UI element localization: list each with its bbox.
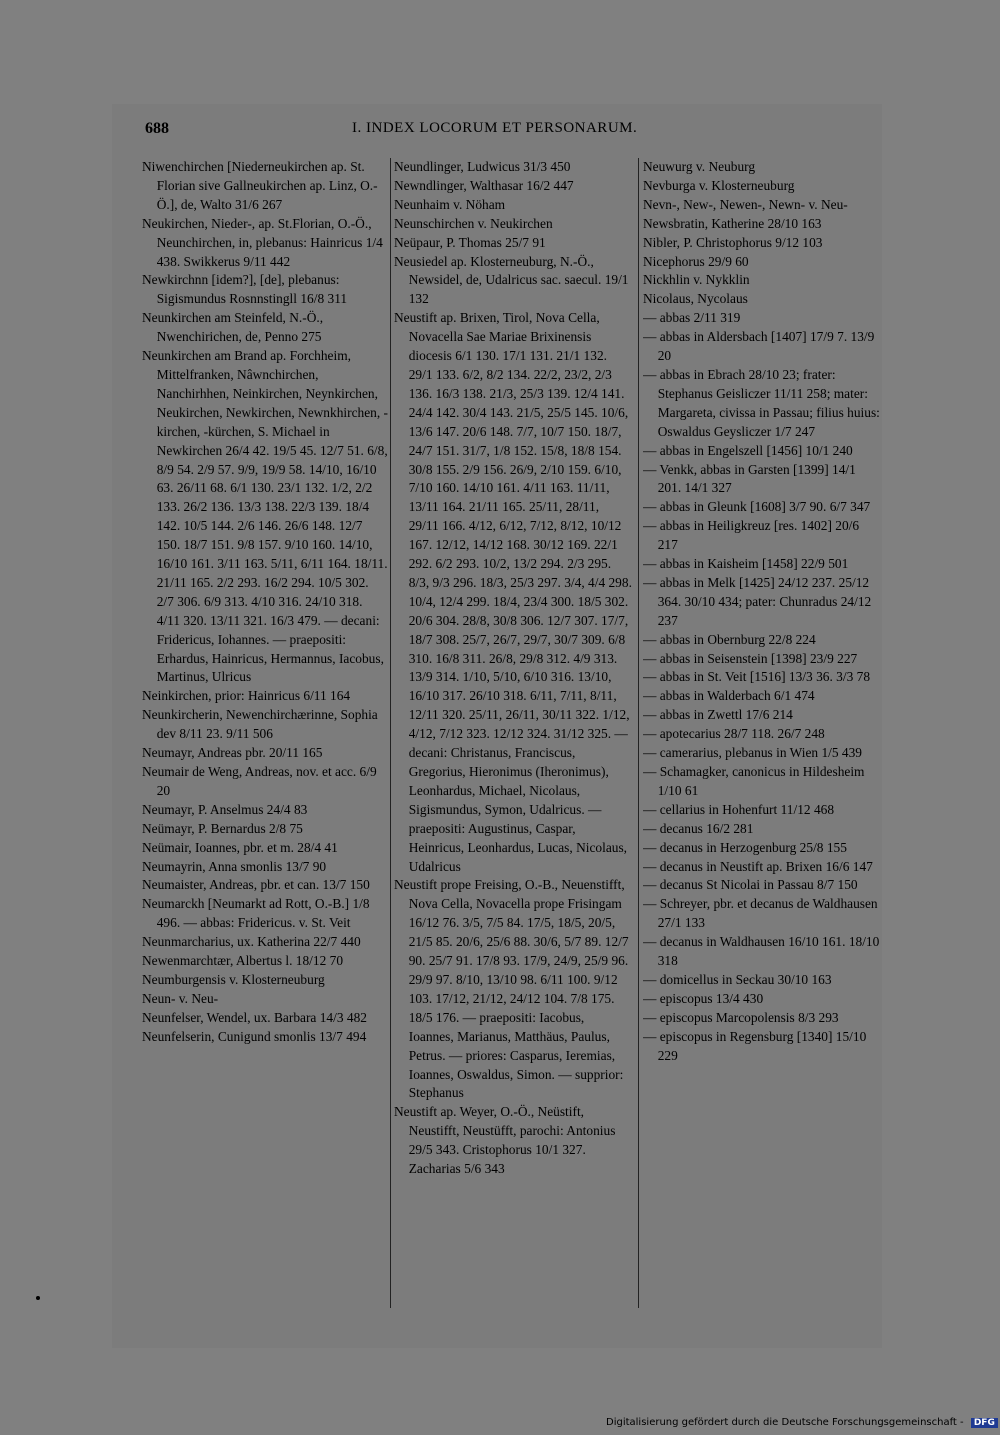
index-entry: Neustift prope Freising, O.-B., Neuenstifft, Nova Cella, Novacella prope Frisingam 16/12 76. 3/5, 7/5 84. 17/5, 18/5, 20/5, 21/5 85. 20/6, 25/6 88. 30/6, 5/7 89. 12/7 90. 25/7 91. 17/8 93. 17/9, 24/9, 25/9 96. 29/9 97. 8/10, 13/10 98. 6/11 100. 9/12 103. 17/12, 21/12, 24/12 104. 7/8 175. 18/5 176. — praepositi: Iacobus, Ioannes, Marianus, Matthäus, Paulus, Petrus. — priores: Casparus, Ieremias, Ioannes, Oswaldus, Simon. — supprior: Stephanus <box>394 877 629 1101</box>
index-entry: — Venkk, abbas in Garsten [1399] 14/1 201. 14/1 327 <box>643 461 856 496</box>
index-entry: — abbas in St. Veit [1516] 13/3 36. 3/3 78 <box>643 669 871 685</box>
index-entry: Newkirchnn [idem?], [de], plebanus: Sigismundus Rosnnstingll 16/8 311 <box>142 272 348 307</box>
index-entry: — cellarius in Hohenfurt 11/12 468 <box>643 801 835 817</box>
index-entry: Neun- v. Neu- <box>142 990 219 1006</box>
index-entry: — episcopus Marcopolensis 8/3 293 <box>643 1009 839 1025</box>
index-entry: Neunfelser, Wendel, ux. Barbara 14/3 482 <box>142 1009 367 1025</box>
index-entry: Newenmarchtær, Albertus l. 18/12 70 <box>142 953 344 969</box>
index-entry: — abbas in Seisenstein [1398] 23/9 227 <box>643 650 858 666</box>
index-entry: — Schreyer, pbr. et decanus de Waldhausen 27/1 133 <box>643 896 878 931</box>
index-entry: — abbas in Walderbach 6/1 474 <box>643 688 815 704</box>
index-entry: Neumayr, Andreas pbr. 20/11 165 <box>142 745 323 761</box>
index-entry: — abbas in Engelszell [1456] 10/1 240 <box>643 442 853 458</box>
index-entry: Nevn-, New-, Newen-, Newn- v. Neu- <box>643 196 848 212</box>
index-entry: — camerarius, plebanus in Wien 1/5 439 <box>643 745 862 761</box>
index-entry: Neuwurg v. Neuburg <box>643 159 756 174</box>
index-entry: Neumayr, P. Anselmus 24/4 83 <box>142 801 308 817</box>
index-column-1 <box>142 158 388 1308</box>
index-entry: — decanus in Herzogenburg 25/8 155 <box>643 839 847 855</box>
index-entry: — apotecarius 28/7 118. 26/7 248 <box>643 726 825 742</box>
footer-text: Digitalisierung gefördert durch die Deutsche Forschungsgemeinschaft - <box>606 1417 964 1428</box>
running-head: I. INDEX LOCORUM ET PERSONARUM. <box>352 120 638 136</box>
index-entry: — episcopus 13/4 430 <box>643 990 764 1006</box>
index-entry: Nicephorus 29/9 60 <box>643 253 749 269</box>
index-entry: Neunfelserin, Cunigund smonlis 13/7 494 <box>142 1028 367 1044</box>
index-entry: — abbas in Ebrach 28/10 23; frater: Stephanus Geisliczer 11/11 258; mater: Margareta, civissa in Passau; filius huius: Oswaldus Geysliczer 1/7 247 <box>643 366 880 439</box>
index-entry: Nicolaus, Nycolaus <box>643 291 748 307</box>
index-column-2 <box>394 158 632 1308</box>
index-entry: Newndlinger, Walthasar 16/2 447 <box>394 177 574 193</box>
index-entry: Nickhlin v. Nykklin <box>643 272 750 288</box>
index-entry: — abbas in Aldersbach [1407] 17/9 7. 13/9 20 <box>643 329 875 364</box>
index-entry: — decanus in Waldhausen 16/10 161. 18/10 318 <box>643 934 880 969</box>
dfg-logo: DFG <box>971 1418 998 1428</box>
index-entry: — decanus in Neustift ap. Brixen 16/6 147 <box>643 858 873 874</box>
index-entry: Neumarckh [Neumarkt ad Rott, O.-B.] 1/8 496. — abbas: Fridericus. v. St. Veit <box>142 896 370 931</box>
index-entry: — episcopus in Regensburg [1340] 15/10 229 <box>643 1028 867 1063</box>
index-entry: Nibler, P. Christophorus 9/12 103 <box>643 234 823 250</box>
index-entry: Neunkirchen am Steinfeld, N.-Ö., Nwenchirichen, de, Penno 275 <box>142 310 324 345</box>
index-entry: Neumayrin, Anna smonlis 13/7 90 <box>142 858 327 874</box>
index-entry: — decanus St Nicolai in Passau 8/7 150 <box>643 877 858 893</box>
index-entry: — abbas 2/11 319 <box>643 310 741 326</box>
index-entry: Neundlinger, Ludwicus 31/3 450 <box>394 159 571 174</box>
index-entry: Neinkirchen, prior: Hainricus 6/11 164 <box>142 688 351 704</box>
index-entry: Neustift ap. Brixen, Tirol, Nova Cella, Novacella Sae Mariae Brixinensis diocesis 6/1 130. 17/1 131. 21/1 132. 29/1 133. 6/2, 8/2 134. 22/2, 23/2, 2/3 136. 16/3 138. 21/3, 25/3 139. 12/4 141. 24/4 142. 30/4 143. 21/5, 25/5 145. 10/6, 13/6 147. 20/6 148. 7/7, 10/7 150. 18/7, 24/7 151. 31/7, 1/8 152. 15/8, 18/8 154. 30/8 155. 2/9 156. 26/9, 2/10 159. 6/10, 7/10 160. 14/10 161. 4/11 163. 11/11, 13/11 164. 21/11 165. 25/11, 28/11, 29/11 166. 4/12, 6/12, 7/12, 8/12, 10/12 167. 12/12, 14/12 168. 30/12 169. 22/1 292. 6/2 293. 10/2, 13/2 294. 2/3 295. 8/3, 9/3 296. 18/3, 25/3 297. 3/4, 4/4 298. 10/4, 12/4 299. 18/4, 23/4 300. 18/5 302. 20/6 304. 28/8, 30/8 306. 12/7 307. 17/7, 18/7 308. 25/7, 26/7, 29/7, 30/7 309. 6/8 310. 16/8 311. 26/8, 29/8 312. 4/9 313. 13/9 314. 1/10, 5/10, 6/10 316. 13/10, 16/10 317. 26/10 318. 6/11, 7/11, 8/11, 12/11 320. 25/11, 26/11, 30/11 322. 1/12, 4/12, 7/12 323. 12/12 324. 31/12 325. — decani: Christanus, Franciscus, Gregorius, Hieronimus (Iheronimus), Leonhardus, Michael, Nicolaus, Sigismundus, Symon, Udalricus. — praepositi: Augustinus, Caspar, Heinricus, Leonhardus, Lucas, Nicolaus, Udalricus <box>394 310 632 874</box>
index-entry: — domicellus in Seckau 30/10 163 <box>643 971 832 987</box>
index-entry: Neunkirchen am Brand ap. Forchheim, Mittelfranken, Nâwnchirchen, Nanchirhhen, Neinkirchen, Neynkirchen, Neukirchen, Newkirchen, Newnkhirchen, -kirchen, -kürchen, S. Michael in Newkirchen 26/4 42. 19/5 45. 12/7 51. 6/8, 8/9 54. 2/9 57. 9/9, 19/9 58. 14/10, 16/10 63. 26/11 68. 6/1 130. 23/1 132. 1/2, 2/2 133. 26/2 136. 13/3 138. 22/3 139. 18/4 142. 10/5 144. 2/6 146. 26/6 148. 12/7 150. 18/7 151. 9/8 157. 9/10 160. 14/10, 16/10 161. 3/11 163. 5/11, 6/11 164. 18/11. 21/11 165. 2/2 293. 16/2 294. 10/5 302. 2/7 306. 6/9 313. 4/10 316. 24/10 318. 4/11 320. 13/11 321. 16/3 479. — decani: Fridericus, Iohannes. — praepositi: Erhardus, Hainricus, Hermannus, Iacobus, Martinus, Ulricus <box>142 348 388 685</box>
index-entry: Niwenchirchen [Niederneukirchen ap. St. Florian sive Gallneukirchen ap. Linz, O.-Ö.], de, Walto 31/6 267 <box>142 159 378 212</box>
book-page <box>112 104 882 1348</box>
index-entry: Nevburga v. Klosterneuburg <box>643 177 795 193</box>
index-entry: — abbas in Heiligkreuz [res. 1402] 20/6 217 <box>643 518 860 553</box>
index-column-3 <box>643 158 881 1308</box>
index-entry: Neunschirchen v. Neukirchen <box>394 215 553 231</box>
index-entry: — abbas in Zwettl 17/6 214 <box>643 707 793 723</box>
index-entry: — abbas in Gleunk [1608] 3/7 90. 6/7 347 <box>643 499 871 515</box>
index-entry: — Schamagker, canonicus in Hildesheim 1/10 61 <box>643 764 865 798</box>
index-entry: Neumaister, Andreas, pbr. et can. 13/7 150 <box>142 877 370 893</box>
index-entry: Neustift ap. Weyer, O.-Ö., Neüstift, Neustifft, Neustüfft, parochi: Antonius 29/5 343. Cristophorus 10/1 327. Zacharias 5/6 343 <box>394 1104 616 1177</box>
footer-credit <box>606 1417 998 1428</box>
index-entry: Neukirchen, Nieder-, ap. St.Florian, O.-Ö., Neunchirchen, in, plebanus: Hainricus 1/4 438. Swikkerus 9/11 442 <box>142 215 383 269</box>
index-entry: Neüpaur, P. Thomas 25/7 91 <box>394 234 546 250</box>
index-entry: Neunhaim v. Nöham <box>394 196 506 212</box>
index-entry: Neusiedel ap. Klosterneuburg, N.-Ö., Newsidel, de, Udalricus sac. saecul. 19/1 132 <box>394 253 629 307</box>
index-entry: — abbas in Kaisheim [1458] 22/9 501 <box>643 556 849 572</box>
scan-dot <box>36 1296 40 1300</box>
index-entry: Neümayr, P. Bernardus 2/8 75 <box>142 820 303 836</box>
index-entry: Neumair de Weng, Andreas, nov. et acc. 6/9 20 <box>142 764 377 798</box>
index-entry: Neunmarcharius, ux. Katherina 22/7 440 <box>142 934 361 950</box>
index-entry: — abbas in Melk [1425] 24/12 237. 25/12 364. 30/10 434; pater: Chunradus 24/12 237 <box>643 574 872 628</box>
index-entry: Neumburgensis v. Klosterneuburg <box>142 971 325 987</box>
index-entry: Newsbratin, Katherine 28/10 163 <box>643 215 822 231</box>
column-divider <box>390 158 391 1308</box>
index-entry: Neümair, Ioannes, pbr. et m. 28/4 41 <box>142 839 338 855</box>
index-entry: — decanus 16/2 281 <box>643 820 754 836</box>
page-number: 688 <box>145 120 169 137</box>
index-entry: Neunkircherin, Newenchirchærinne, Sophia dev 8/11 23. 9/11 506 <box>142 707 378 742</box>
index-entry: — abbas in Obernburg 22/8 224 <box>643 631 816 647</box>
column-divider <box>638 158 639 1308</box>
